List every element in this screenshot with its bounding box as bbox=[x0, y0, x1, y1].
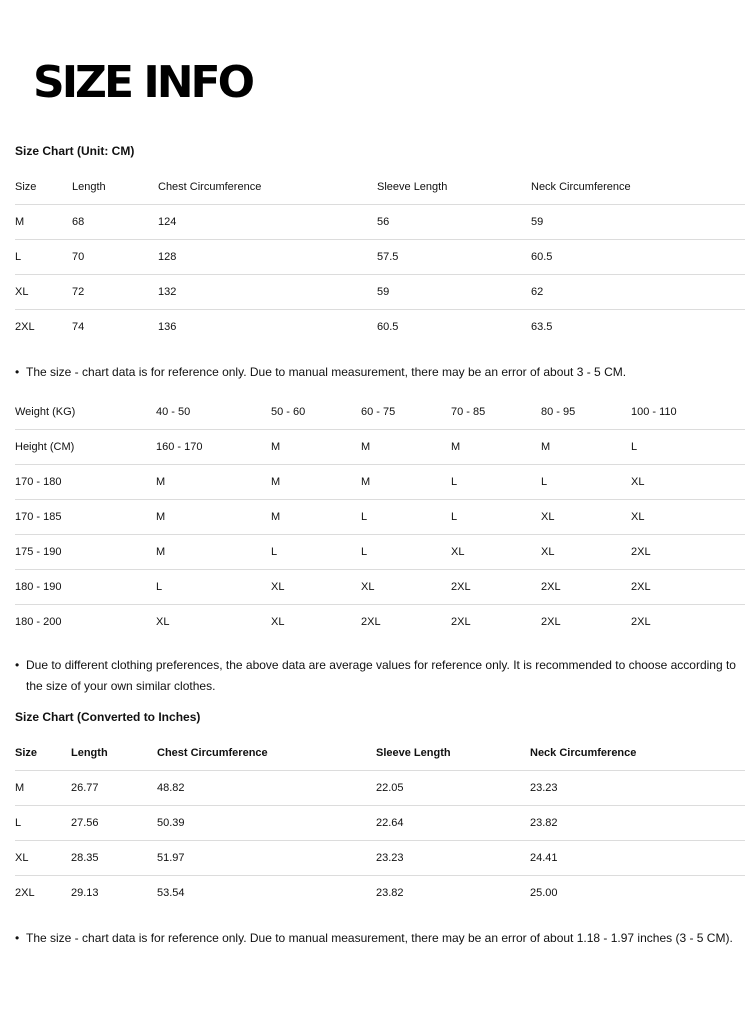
table-row bbox=[15, 605, 745, 640]
table-cell: 22.64 bbox=[376, 806, 530, 841]
table-cell: XL bbox=[156, 605, 271, 640]
table-cell: 2XL bbox=[631, 535, 745, 570]
table-header-row bbox=[15, 170, 745, 205]
table-cell: 60.5 bbox=[377, 310, 531, 345]
table-cell: 60.5 bbox=[531, 240, 745, 275]
table-header-row bbox=[15, 395, 745, 430]
table-cell: L bbox=[451, 465, 541, 500]
table-cell: L bbox=[15, 806, 71, 841]
column-header: Chest Circumference bbox=[157, 747, 268, 759]
column-header: Size bbox=[15, 747, 38, 759]
table-cell: M bbox=[156, 500, 271, 535]
note-text: The size - chart data is for reference only. Due to manual measurement, there may be an error of about 3 - 5 CM. bbox=[26, 365, 627, 379]
table-cell: M bbox=[156, 535, 271, 570]
column-header: Sleeve Length bbox=[377, 181, 448, 193]
bullet: • bbox=[15, 931, 20, 945]
note-text: Due to different clothing preferences, the above data are average values for reference only. It is recommended to choose according to the size of your own similar clothes. bbox=[26, 658, 736, 693]
column-header: 40 - 50 bbox=[156, 406, 191, 418]
table-cell: 2XL bbox=[15, 310, 72, 345]
table-cell: L bbox=[361, 500, 451, 535]
column-header: Length bbox=[71, 747, 108, 759]
table-cell: 2XL bbox=[15, 876, 71, 911]
table-cell: 2XL bbox=[451, 605, 541, 640]
note-inch bbox=[15, 928, 737, 949]
table-cell: XL bbox=[631, 465, 745, 500]
table-cell: 23.82 bbox=[376, 876, 530, 911]
note-text: The size - chart data is for reference only. Due to manual measurement, there may be an error of about 1.18 - 1.97 inches (3 - 5 CM). bbox=[26, 931, 733, 945]
table-row bbox=[15, 535, 745, 570]
table-cell: L bbox=[15, 240, 72, 275]
column-header: Chest Circumference bbox=[158, 181, 262, 193]
table-cell: 27.56 bbox=[71, 806, 157, 841]
table-cell: L bbox=[271, 535, 361, 570]
table-cell: M bbox=[361, 430, 451, 465]
table-cell: 160 - 170 bbox=[156, 430, 271, 465]
table-cell: L bbox=[541, 465, 631, 500]
column-header: 50 - 60 bbox=[271, 406, 306, 418]
table-cell: 57.5 bbox=[377, 240, 531, 275]
table-row bbox=[15, 430, 745, 465]
table-cell: 23.23 bbox=[376, 841, 530, 876]
table-row bbox=[15, 465, 745, 500]
table-cell: 53.54 bbox=[157, 876, 376, 911]
table-cell: 180 - 190 bbox=[15, 570, 156, 605]
table-cell: 74 bbox=[72, 310, 158, 345]
table-cell: 48.82 bbox=[157, 771, 376, 806]
table-cell: 2XL bbox=[541, 570, 631, 605]
table-cell: 2XL bbox=[451, 570, 541, 605]
column-header: 60 - 75 bbox=[361, 406, 396, 418]
column-header: 70 - 85 bbox=[451, 406, 486, 418]
table-cell: 25.00 bbox=[530, 876, 745, 911]
column-header: Weight (KG) bbox=[15, 406, 76, 418]
table-cell: M bbox=[541, 430, 631, 465]
table-cell: 59 bbox=[377, 275, 531, 310]
note-preference bbox=[15, 655, 737, 697]
table-cell: XL bbox=[15, 841, 71, 876]
table-cell: M bbox=[156, 465, 271, 500]
column-header: Neck Circumference bbox=[530, 747, 637, 759]
table-cell: XL bbox=[271, 570, 361, 605]
table-cell: 2XL bbox=[541, 605, 631, 640]
table-cell: 2XL bbox=[631, 570, 745, 605]
table-cell: XL bbox=[541, 500, 631, 535]
table-cell: 128 bbox=[158, 240, 377, 275]
column-header: 100 - 110 bbox=[631, 406, 677, 418]
table-row bbox=[15, 275, 745, 310]
table-cell: 170 - 185 bbox=[15, 500, 156, 535]
table-row bbox=[15, 771, 745, 806]
table-cell: XL bbox=[451, 535, 541, 570]
inch-size-table bbox=[15, 736, 745, 910]
table-cell: 63.5 bbox=[531, 310, 745, 345]
table-cell: XL bbox=[361, 570, 451, 605]
table-cell: 136 bbox=[158, 310, 377, 345]
table-cell: XL bbox=[631, 500, 745, 535]
table-cell: 29.13 bbox=[71, 876, 157, 911]
table-cell: 2XL bbox=[361, 605, 451, 640]
column-header: Neck Circumference bbox=[531, 181, 631, 193]
table-cell: 2XL bbox=[631, 605, 745, 640]
table-cell: 180 - 200 bbox=[15, 605, 156, 640]
table-row bbox=[15, 841, 745, 876]
table-cell: 62 bbox=[531, 275, 745, 310]
column-header: Length bbox=[72, 181, 106, 193]
table-header-row bbox=[15, 736, 745, 771]
table-cell: 28.35 bbox=[71, 841, 157, 876]
table-cell: L bbox=[361, 535, 451, 570]
page-title: SIZE INFO bbox=[33, 57, 252, 108]
table-cell: M bbox=[271, 430, 361, 465]
table-row bbox=[15, 570, 745, 605]
table-cell: M bbox=[361, 465, 451, 500]
table-row bbox=[15, 310, 745, 345]
weight-height-table bbox=[15, 395, 745, 639]
table-row bbox=[15, 806, 745, 841]
table-cell: 59 bbox=[531, 205, 745, 240]
table-cell: XL bbox=[271, 605, 361, 640]
table-row bbox=[15, 876, 745, 911]
table-cell: Height (CM) bbox=[15, 430, 156, 465]
table-cell: 132 bbox=[158, 275, 377, 310]
table-cell: L bbox=[156, 570, 271, 605]
cm-size-table bbox=[15, 170, 745, 344]
table-cell: L bbox=[451, 500, 541, 535]
inch-chart-heading: Size Chart (Converted to Inches) bbox=[15, 710, 201, 724]
table-cell: XL bbox=[15, 275, 72, 310]
bullet: • bbox=[15, 365, 20, 379]
table-cell: 50.39 bbox=[157, 806, 376, 841]
table-cell: 24.41 bbox=[530, 841, 745, 876]
table-cell: 70 bbox=[72, 240, 158, 275]
table-cell: M bbox=[271, 500, 361, 535]
table-cell: 175 - 190 bbox=[15, 535, 156, 570]
table-cell: M bbox=[451, 430, 541, 465]
table-cell: M bbox=[15, 771, 71, 806]
column-header: 80 - 95 bbox=[541, 406, 576, 418]
table-cell: 72 bbox=[72, 275, 158, 310]
table-cell: 56 bbox=[377, 205, 531, 240]
table-row bbox=[15, 205, 745, 240]
column-header: Sleeve Length bbox=[376, 747, 451, 759]
table-cell: 68 bbox=[72, 205, 158, 240]
cm-chart-heading: Size Chart (Unit: CM) bbox=[15, 144, 135, 158]
bullet: • bbox=[15, 658, 20, 672]
table-cell: XL bbox=[541, 535, 631, 570]
table-row bbox=[15, 240, 745, 275]
table-cell: L bbox=[631, 430, 745, 465]
table-cell: 23.82 bbox=[530, 806, 745, 841]
table-cell: 23.23 bbox=[530, 771, 745, 806]
table-cell: 170 - 180 bbox=[15, 465, 156, 500]
table-cell: M bbox=[15, 205, 72, 240]
column-header: Size bbox=[15, 181, 37, 193]
table-cell: 51.97 bbox=[157, 841, 376, 876]
table-cell: M bbox=[271, 465, 361, 500]
note-cm bbox=[15, 362, 737, 383]
table-cell: 124 bbox=[158, 205, 377, 240]
table-cell: 26.77 bbox=[71, 771, 157, 806]
table-row bbox=[15, 500, 745, 535]
table-cell: 22.05 bbox=[376, 771, 530, 806]
